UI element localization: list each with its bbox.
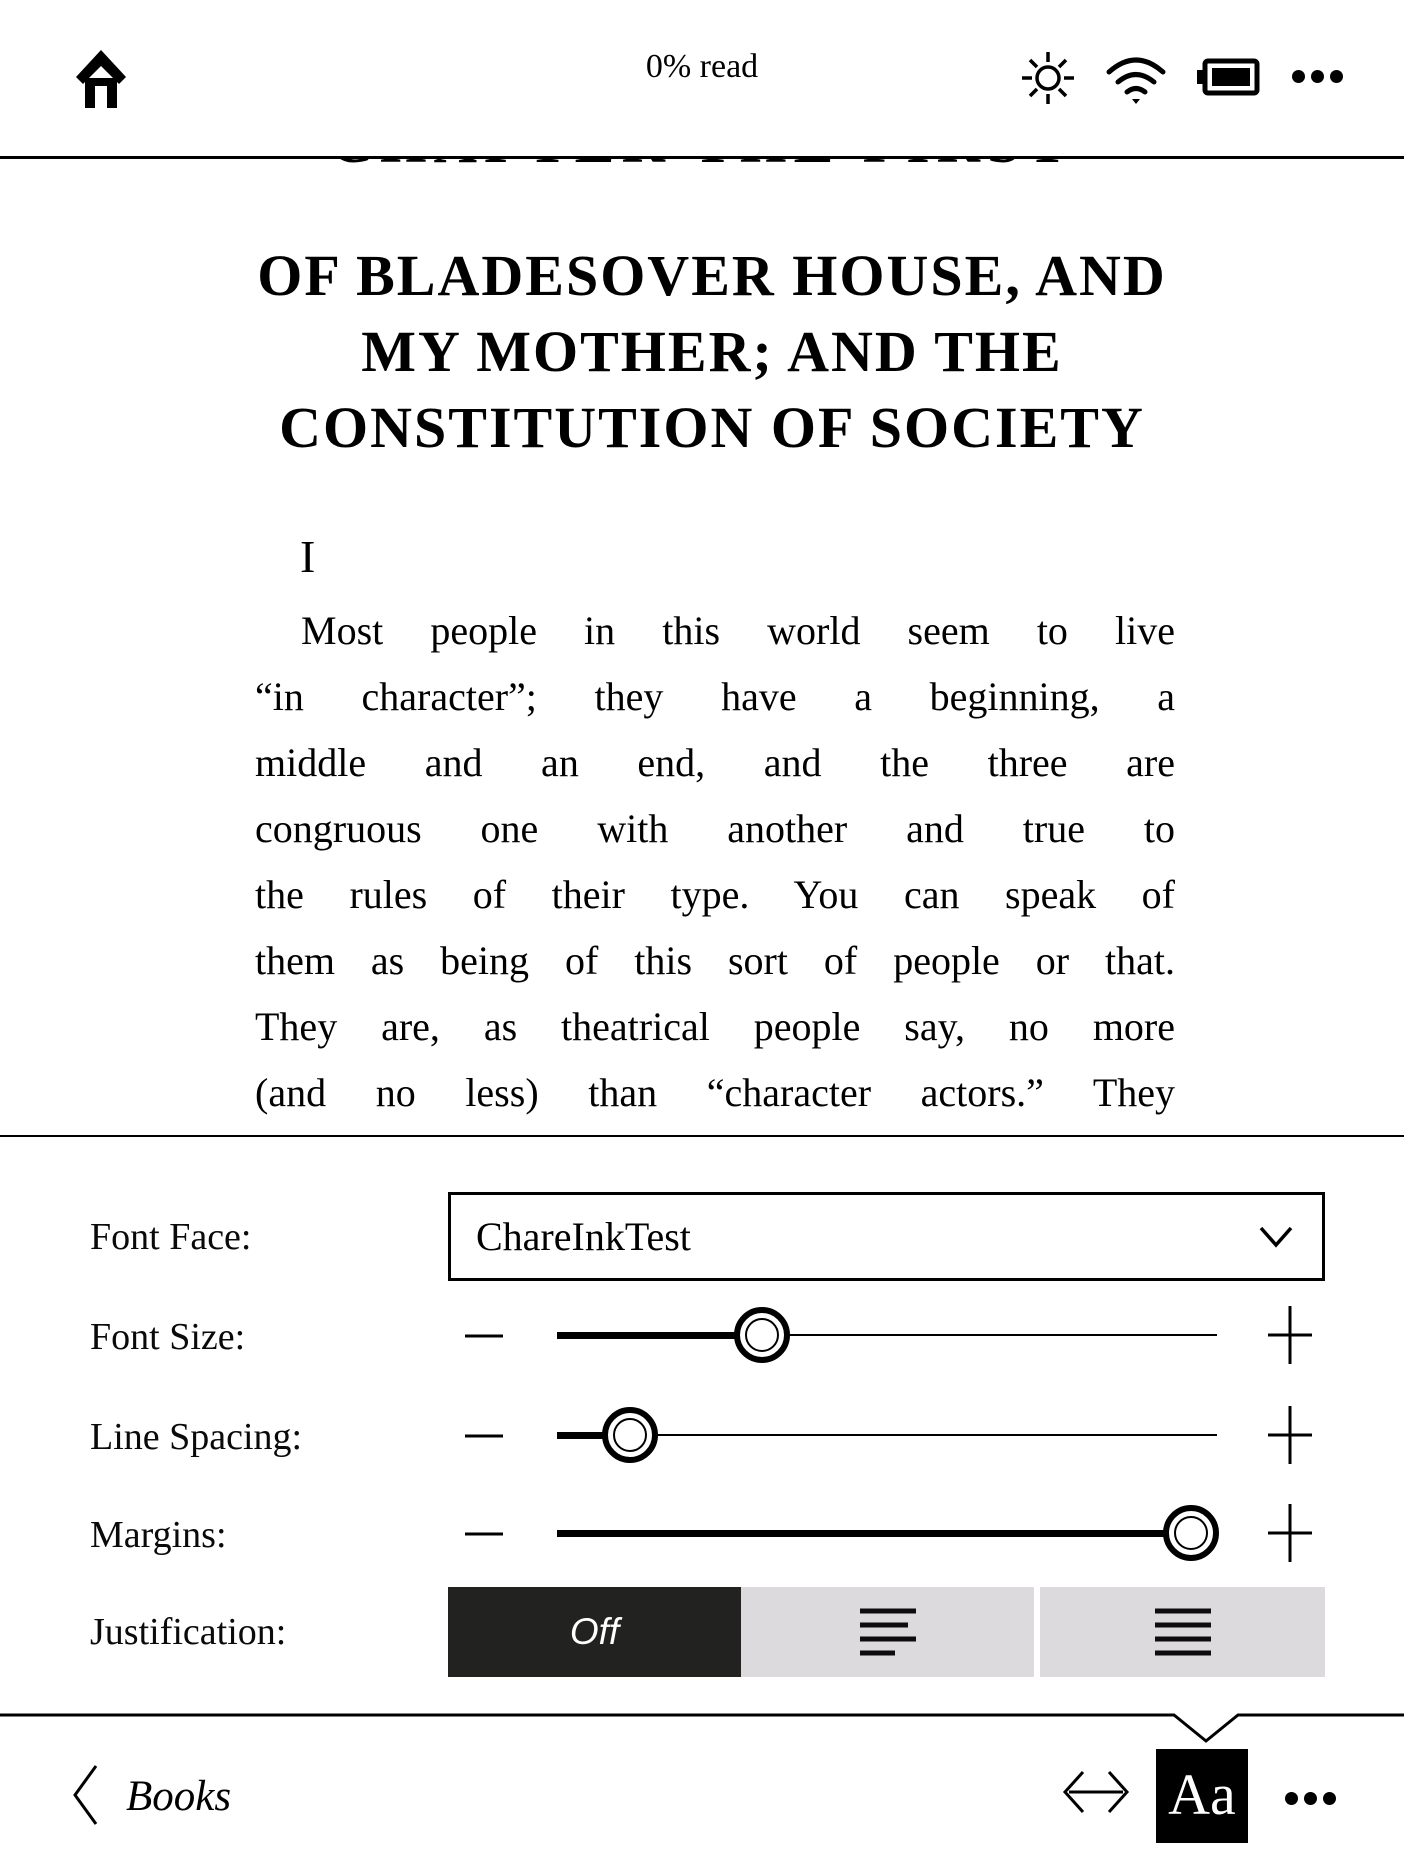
paragraph-line: the rules of their type. You can speak of bbox=[255, 872, 1175, 917]
font-size-increase-icon[interactable] bbox=[1268, 1306, 1312, 1364]
overflow-menu-icon[interactable] bbox=[1292, 70, 1343, 83]
top-status-bar bbox=[0, 0, 1404, 156]
horizontal-resize-icon bbox=[1063, 1769, 1129, 1815]
paragraph-line: (and no less) than “character actors.” They bbox=[255, 1070, 1175, 1115]
line-spacing-increase-icon[interactable] bbox=[1268, 1406, 1312, 1464]
font-size-slider-handle[interactable] bbox=[734, 1307, 790, 1363]
back-button-label: Books bbox=[126, 1773, 232, 1820]
body-paragraph bbox=[255, 598, 1175, 1126]
bottom-divider-with-notch bbox=[0, 1712, 1404, 1744]
chapter-title-line: CONSTITUTION OF SOCIETY bbox=[279, 395, 1145, 460]
paragraph-line: “in character”; they have a beginning, a bbox=[255, 674, 1175, 719]
read-progress: 0% read bbox=[645, 48, 759, 85]
settings-panel-divider bbox=[0, 1135, 1404, 1137]
chevron-down-icon bbox=[1258, 1225, 1294, 1249]
font-size-decrease-icon[interactable] bbox=[465, 1333, 503, 1339]
font-size-slider[interactable] bbox=[557, 1306, 1217, 1364]
battery-full-icon bbox=[1196, 58, 1260, 96]
font-settings-button[interactable]: Aa bbox=[1156, 1749, 1248, 1843]
font-size-label: Font Size: bbox=[90, 1316, 246, 1358]
chapter-title-line: OF BLADESOVER HOUSE, AND bbox=[257, 243, 1167, 308]
paragraph-line: them as being of this sort of people or that. bbox=[255, 938, 1175, 983]
bottom-overflow-menu-icon[interactable] bbox=[1285, 1792, 1336, 1805]
top-divider bbox=[0, 156, 1404, 159]
justification-justify-button[interactable] bbox=[1040, 1587, 1325, 1677]
justification-off-button[interactable]: Off bbox=[448, 1587, 741, 1677]
font-face-value: ChareInkTest bbox=[476, 1214, 691, 1259]
slider-fill bbox=[557, 1332, 762, 1339]
margins-decrease-icon[interactable] bbox=[465, 1531, 503, 1537]
chevron-left-icon bbox=[70, 1764, 100, 1826]
paragraph-line: They are, as theatrical people say, no more bbox=[255, 1004, 1175, 1049]
margins-slider[interactable] bbox=[557, 1504, 1217, 1562]
line-spacing-slider-handle[interactable] bbox=[602, 1407, 658, 1463]
paragraph-line: Most people in this world seem to live bbox=[301, 608, 1175, 653]
wifi-icon[interactable] bbox=[1105, 54, 1167, 104]
paragraph-line: congruous one with another and true to bbox=[255, 806, 1175, 851]
justification-align-left-button[interactable] bbox=[741, 1587, 1034, 1677]
chapter-title-line: MY MOTHER; AND THE bbox=[361, 319, 1063, 384]
font-face-dropdown[interactable] bbox=[448, 1192, 1325, 1281]
paragraph-line: middle and an end, and the three are bbox=[255, 740, 1175, 785]
line-spacing-label: Line Spacing: bbox=[90, 1416, 303, 1458]
section-numeral: I bbox=[300, 531, 316, 582]
align-left-icon bbox=[860, 1609, 916, 1656]
brightness-icon[interactable] bbox=[1020, 50, 1076, 106]
font-face-label: Font Face: bbox=[90, 1216, 252, 1258]
justify-icon bbox=[1155, 1609, 1211, 1656]
line-spacing-decrease-icon[interactable] bbox=[465, 1433, 503, 1439]
justification-label: Justification: bbox=[90, 1611, 287, 1653]
cut-chapter-heading bbox=[0, 159, 1404, 172]
page-spread-button[interactable] bbox=[1063, 1769, 1129, 1815]
margins-label: Margins: bbox=[90, 1514, 227, 1556]
margins-slider-handle[interactable] bbox=[1163, 1505, 1219, 1561]
line-spacing-slider[interactable] bbox=[557, 1406, 1217, 1464]
slider-fill bbox=[557, 1530, 1191, 1537]
chapter-title bbox=[242, 238, 1182, 466]
margins-increase-icon[interactable] bbox=[1268, 1504, 1312, 1562]
